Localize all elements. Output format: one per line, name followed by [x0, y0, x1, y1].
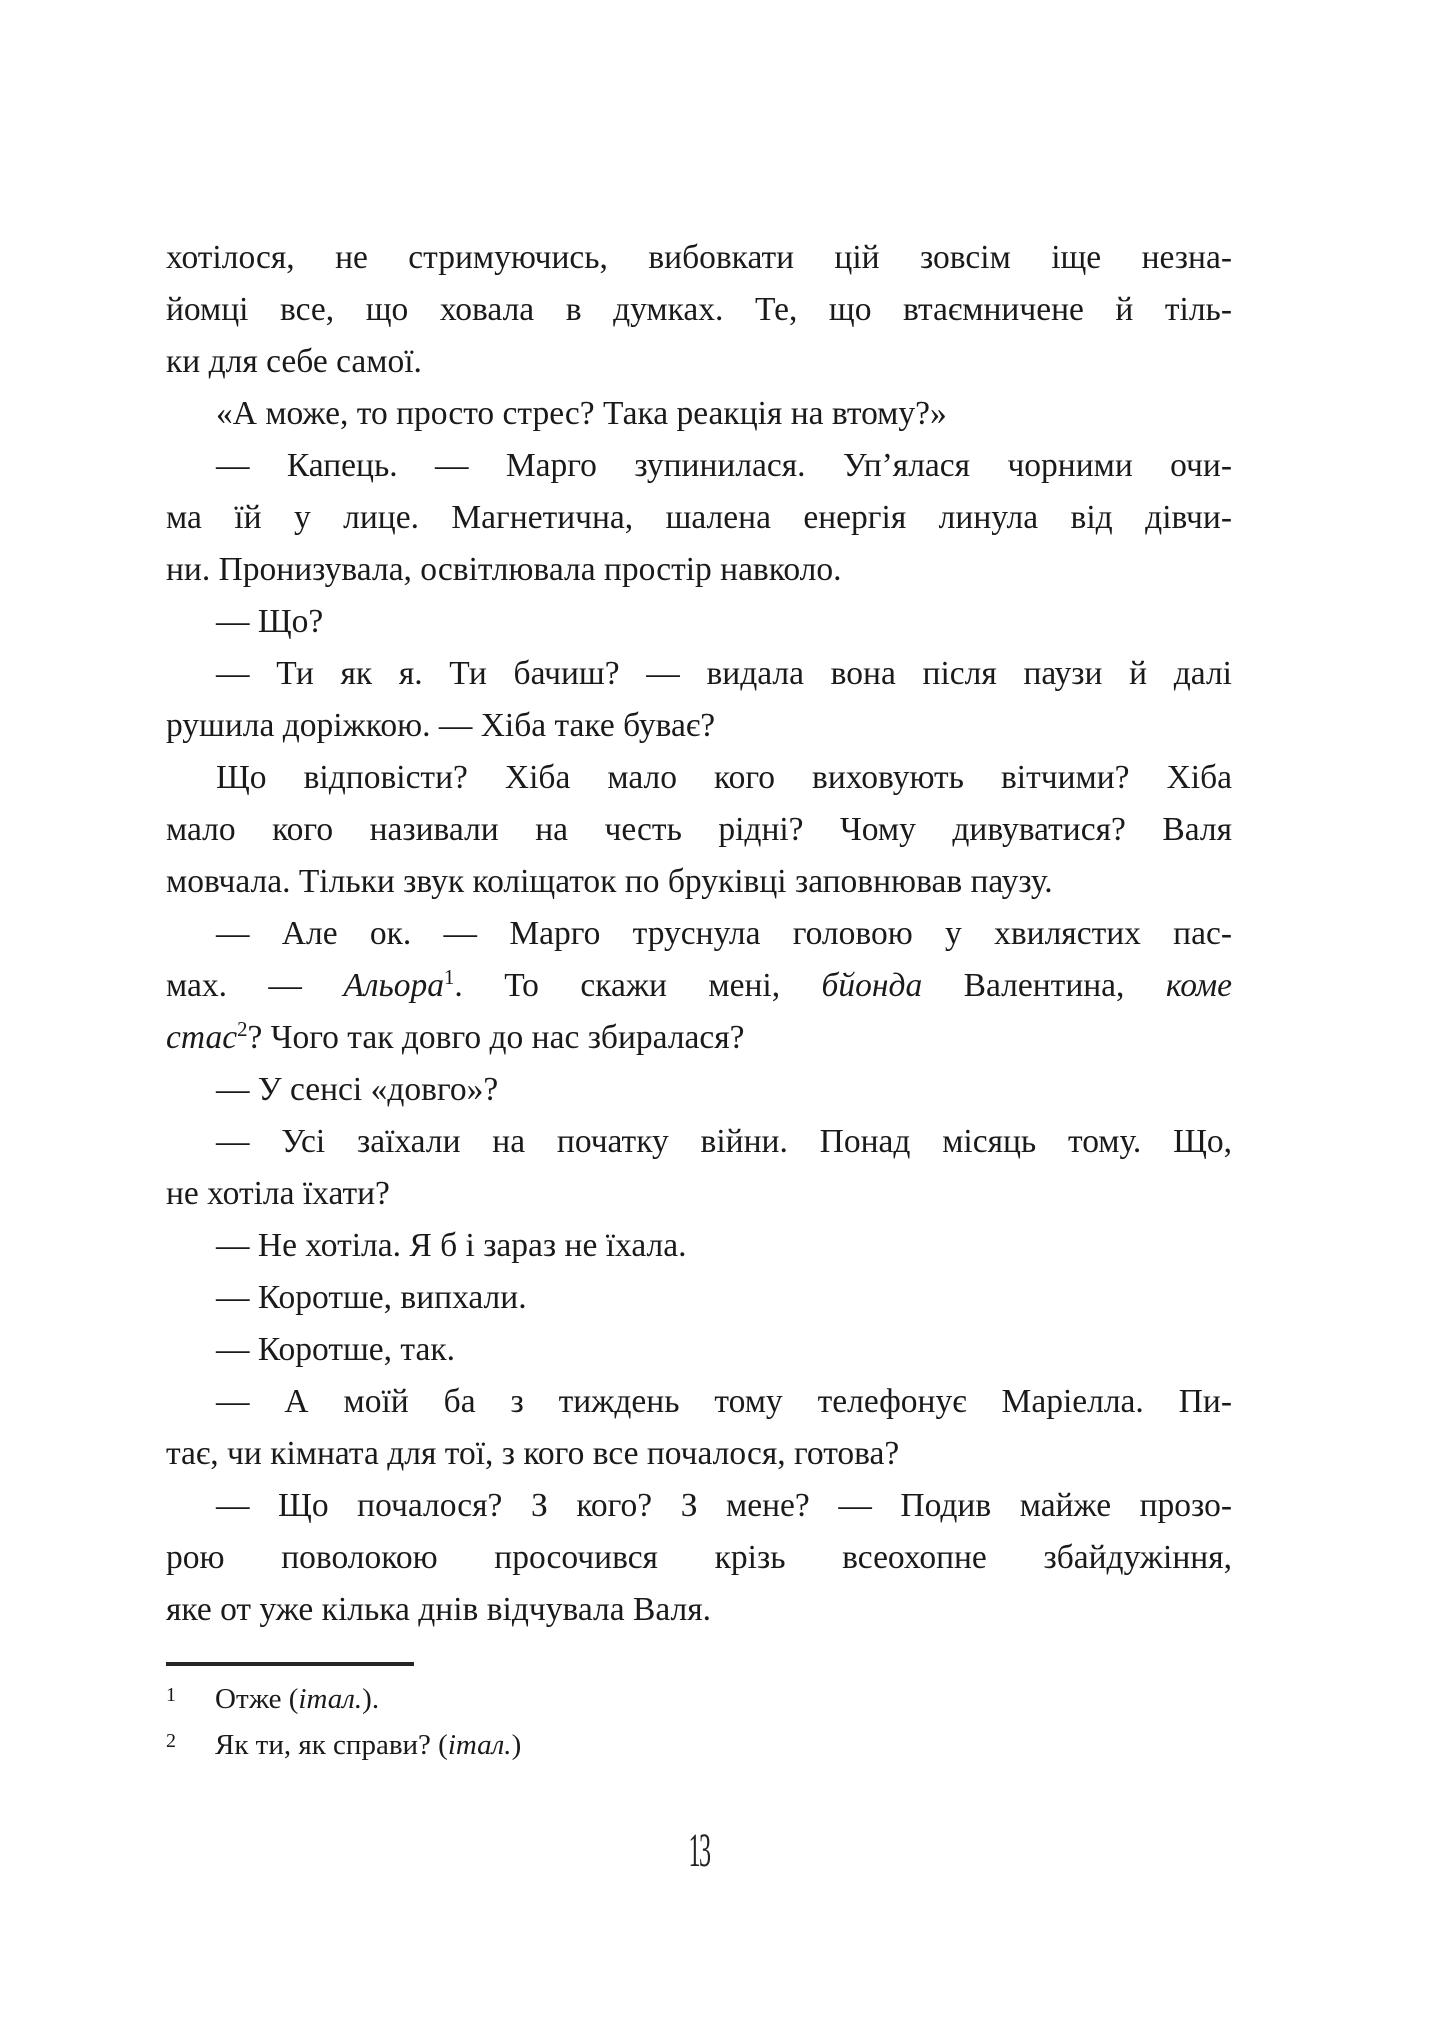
paragraph: [166, 1376, 1232, 1480]
text-run: яке от уже кілька днів відчувала Валя.: [166, 1591, 712, 1628]
text-run: ки для себе самої.: [166, 343, 422, 380]
text-line: [166, 700, 1232, 752]
text-run: Як ти, як справи? (: [215, 1729, 448, 1761]
footnote-text: [215, 1729, 521, 1761]
text-run: — Коротше, так.: [216, 1331, 455, 1368]
paragraph: [166, 232, 1232, 388]
text-line: [166, 596, 1232, 648]
footnote-text: [215, 1683, 379, 1715]
text-run: італ.: [298, 1683, 363, 1715]
text-run: мало кого називали на честь рідні? Чому дивуватися? Валя: [166, 811, 1232, 848]
text-run: мовчала. Тільки звук коліщаток по бруківці заповнював паузу.: [166, 863, 1053, 900]
paragraph: [166, 1116, 1232, 1220]
text-run: ).: [362, 1683, 380, 1715]
text-line: [166, 908, 1232, 960]
text-run: італ.: [447, 1729, 512, 1761]
footnote: [166, 1674, 1232, 1720]
text-run: Валентина,: [922, 967, 1166, 1004]
text-line: [166, 284, 1232, 336]
paragraph: [166, 1220, 1232, 1272]
page-number: 13: [688, 1824, 710, 1877]
paragraph: [166, 1272, 1232, 1324]
text-line: [166, 544, 1232, 596]
text-line: [166, 1324, 1232, 1376]
text-line: [166, 1168, 1232, 1220]
text-run: — Що почалося? З кого? З мене? — Подив майже прозо-: [216, 1487, 1232, 1524]
text-line: [166, 1116, 1232, 1168]
text-run: рушила доріжкою. — Хіба таке буває?: [166, 707, 716, 744]
footnote-separator: [166, 1662, 414, 1666]
text-line: [166, 1376, 1232, 1428]
text-line: [166, 440, 1232, 492]
text-run: Альора: [343, 967, 444, 1004]
text-run: ма їй у лице. Магнетична, шалена енергія линула від дівчи-: [166, 499, 1232, 536]
text-run: — Що?: [216, 603, 324, 640]
text-line: [166, 960, 1232, 1012]
paragraph: [166, 388, 1232, 440]
text-run: — Капець. — Марго зупинилася. Уп’ялася чорними очи-: [216, 447, 1232, 484]
paragraph: [166, 596, 1232, 648]
text-line: [166, 388, 1232, 440]
text-run: — У сенсі «довго»?: [216, 1071, 499, 1108]
text-run: стас: [166, 1019, 238, 1056]
footnotes: [166, 1674, 1232, 1766]
text-line: [166, 1220, 1232, 1272]
text-run: — Не хотіла. Я б і зараз не їхала.: [216, 1227, 687, 1264]
text-line: [166, 1012, 1232, 1064]
text-run: Що відповісти? Хіба мало кого виховують вітчими? Хіба: [216, 759, 1232, 796]
text-run: бйонда: [821, 967, 923, 1004]
text-line: [166, 752, 1232, 804]
text-line: [166, 648, 1232, 700]
text-line: [166, 1480, 1232, 1532]
text-line: [166, 1428, 1232, 1480]
paragraph: [166, 752, 1232, 908]
text-run: «А може, то просто стрес? Така реакція на втому?»: [216, 395, 947, 432]
text-line: [166, 336, 1232, 388]
text-run: ): [511, 1729, 522, 1761]
text-run: Отже (: [215, 1683, 299, 1715]
footnote-reference: 2: [237, 1017, 248, 1041]
text-run: — Усі заїхали на початку війни. Понад місяць тому. Що,: [216, 1123, 1232, 1160]
footnote-marker: 2: [166, 1730, 176, 1752]
text-run: хотілося, не стримуючись, вибовкати цій зовсім іще незна-: [166, 239, 1232, 276]
body-text: [166, 232, 1232, 1636]
paragraph: [166, 1324, 1232, 1376]
paragraph: [166, 1064, 1232, 1116]
text-line: [166, 1532, 1232, 1584]
text-line: [166, 856, 1232, 908]
footnote: [166, 1720, 1232, 1766]
text-line: [166, 804, 1232, 856]
paragraph: [166, 440, 1232, 596]
text-line: [166, 232, 1232, 284]
text-run: — Ти як я. Ти бачиш? — видала вона після паузи й далі: [216, 655, 1232, 692]
text-run: мах. —: [166, 967, 344, 1004]
paragraph: [166, 908, 1232, 1064]
text-run: — А моїй ба з тиждень тому телефонує Маріелла. Пи-: [216, 1383, 1232, 1420]
text-run: — Але ок. — Марго труснула головою у хвилястих пас-: [216, 915, 1232, 952]
text-run: рою поволокою просочився крізь всеохопне збайдужіння,: [166, 1539, 1232, 1576]
text-run: . То скажи мені,: [454, 967, 822, 1004]
text-run: ? Чого так довго до нас збиралася?: [247, 1019, 745, 1056]
text-run: тає, чи кімната для тої, з кого все почалося, готова?: [166, 1435, 900, 1472]
text-line: [166, 1584, 1232, 1636]
footnote-reference: 1: [443, 965, 455, 989]
text-run: не хотіла їхати?: [166, 1175, 390, 1212]
text-run: коме: [1165, 967, 1233, 1004]
text-line: [166, 492, 1232, 544]
text-run: — Коротше, випхали.: [216, 1279, 527, 1316]
paragraph: [166, 1480, 1232, 1636]
text-run: йомці все, що ховала в думках. Те, що втаємничене й тіль-: [166, 291, 1232, 328]
text-line: [166, 1272, 1232, 1324]
footnote-marker: 1: [166, 1684, 176, 1706]
text-run: ни. Пронизувала, освітлювала простір навколо.: [166, 551, 842, 588]
paragraph: [166, 648, 1232, 752]
text-line: [166, 1064, 1232, 1116]
